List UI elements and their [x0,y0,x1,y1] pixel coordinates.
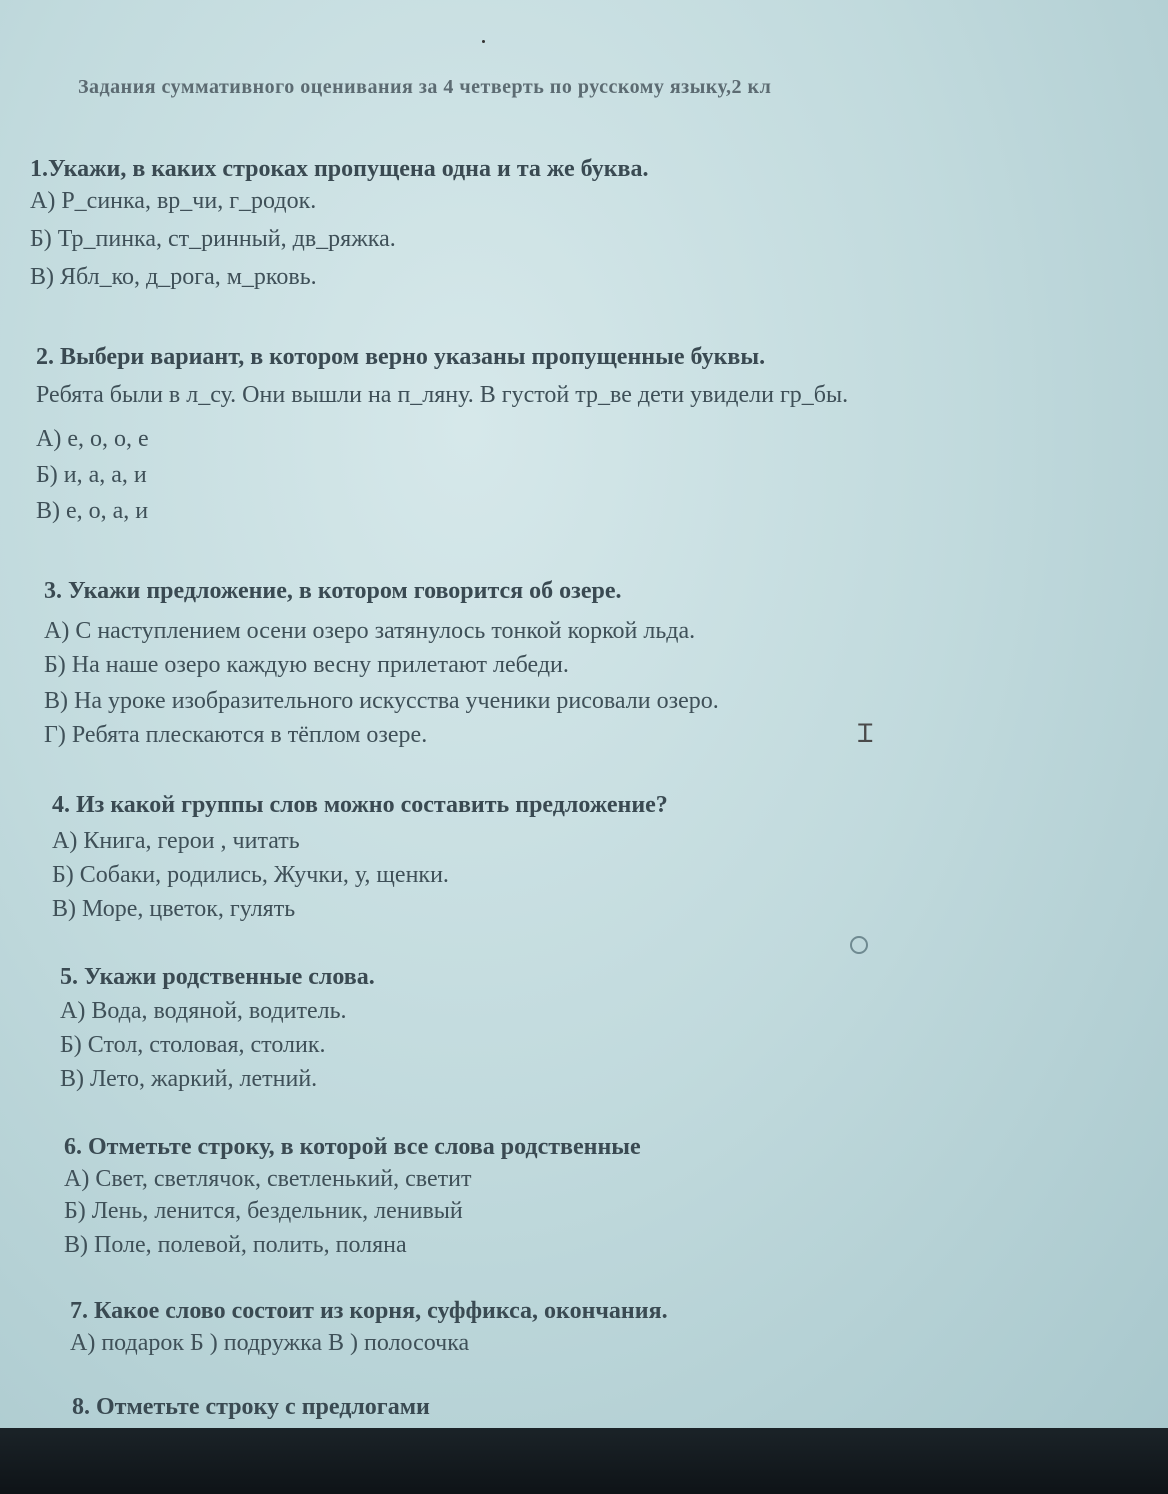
text-cursor-icon: Ɪ [858,719,873,749]
q6-option-c: В) Поле, полевой, полить, поляна [64,1232,407,1258]
q1-option-b: Б) Тр_пинка, ст_ринный, дв_ряжка. [30,226,396,252]
question-3: 3. Укажи предложение, в котором говорится об озере. [44,578,622,604]
q1-option-a: А) Р_синка, вр_чи, г_родок. [30,188,317,214]
q3-option-c: В) На уроке изобразительного искусства ученики рисовали озеро. [44,688,719,714]
speck-mark [482,40,485,43]
q4-option-b: Б) Собаки, родились, Жучки, у, щенки. [52,862,449,888]
question-8: 8. Отметьте строку с предлогами [72,1394,430,1420]
q5-option-a: А) Вода, водяной, водитель. [60,998,347,1024]
q2-option-c: В) е, о, а, и [36,498,149,524]
question-7: 7. Какое слово состоит из корня, суффикса, окончания. [70,1298,668,1324]
question-1: 1.Укажи, в каких строках пропущена одна и та же буква. [30,156,649,182]
q7-options: А) подарок Б ) подружка В ) полосочка [70,1330,470,1356]
question-4: 4. Из какой группы слов можно составить предложение? [52,792,668,818]
q5-option-c: В) Лето, жаркий, летний. [60,1066,318,1092]
question-6: 6. Отметьте строку, в которой все слова родственные [64,1134,641,1160]
page-title: Задания суммативного оценивания за 4 четверть по русскому языку,2 кл [78,76,772,98]
screen-bezel [0,1428,1168,1494]
q3-option-d: Г) Ребята плескаются в тёплом озере. [44,722,428,748]
circle-mark-icon [850,936,868,954]
q3-option-b: Б) На наше озеро каждую весну прилетают лебеди. [44,652,569,678]
question-5: 5. Укажи родственные слова. [60,964,375,990]
q1-option-c: В) Ябл_ко, д_рога, м_рковь. [30,264,317,290]
q4-option-c: В) Море, цветок, гулять [52,896,296,922]
q6-option-a: А) Свет, светлячок, светленький, светит [64,1166,472,1192]
q3-option-a: А) С наступлением осени озеро затянулось тонкой коркой льда. [44,618,696,644]
q2-option-b: Б) и, а, а, и [36,462,147,488]
q6-option-b: Б) Лень, ленится, бездельник, ленивый [64,1198,463,1224]
q4-option-a: А) Книга, герои , читать [52,828,300,854]
q5-option-b: Б) Стол, столовая, столик. [60,1032,326,1058]
question-2: 2. Выбери вариант, в котором верно указаны пропущенные буквы. [36,344,766,370]
q2-text: Ребята были в л_су. Они вышли на п_ляну. В густой тр_ве дети увидели гр_бы. [36,382,849,408]
q2-option-a: А) е, о, о, е [36,426,149,452]
